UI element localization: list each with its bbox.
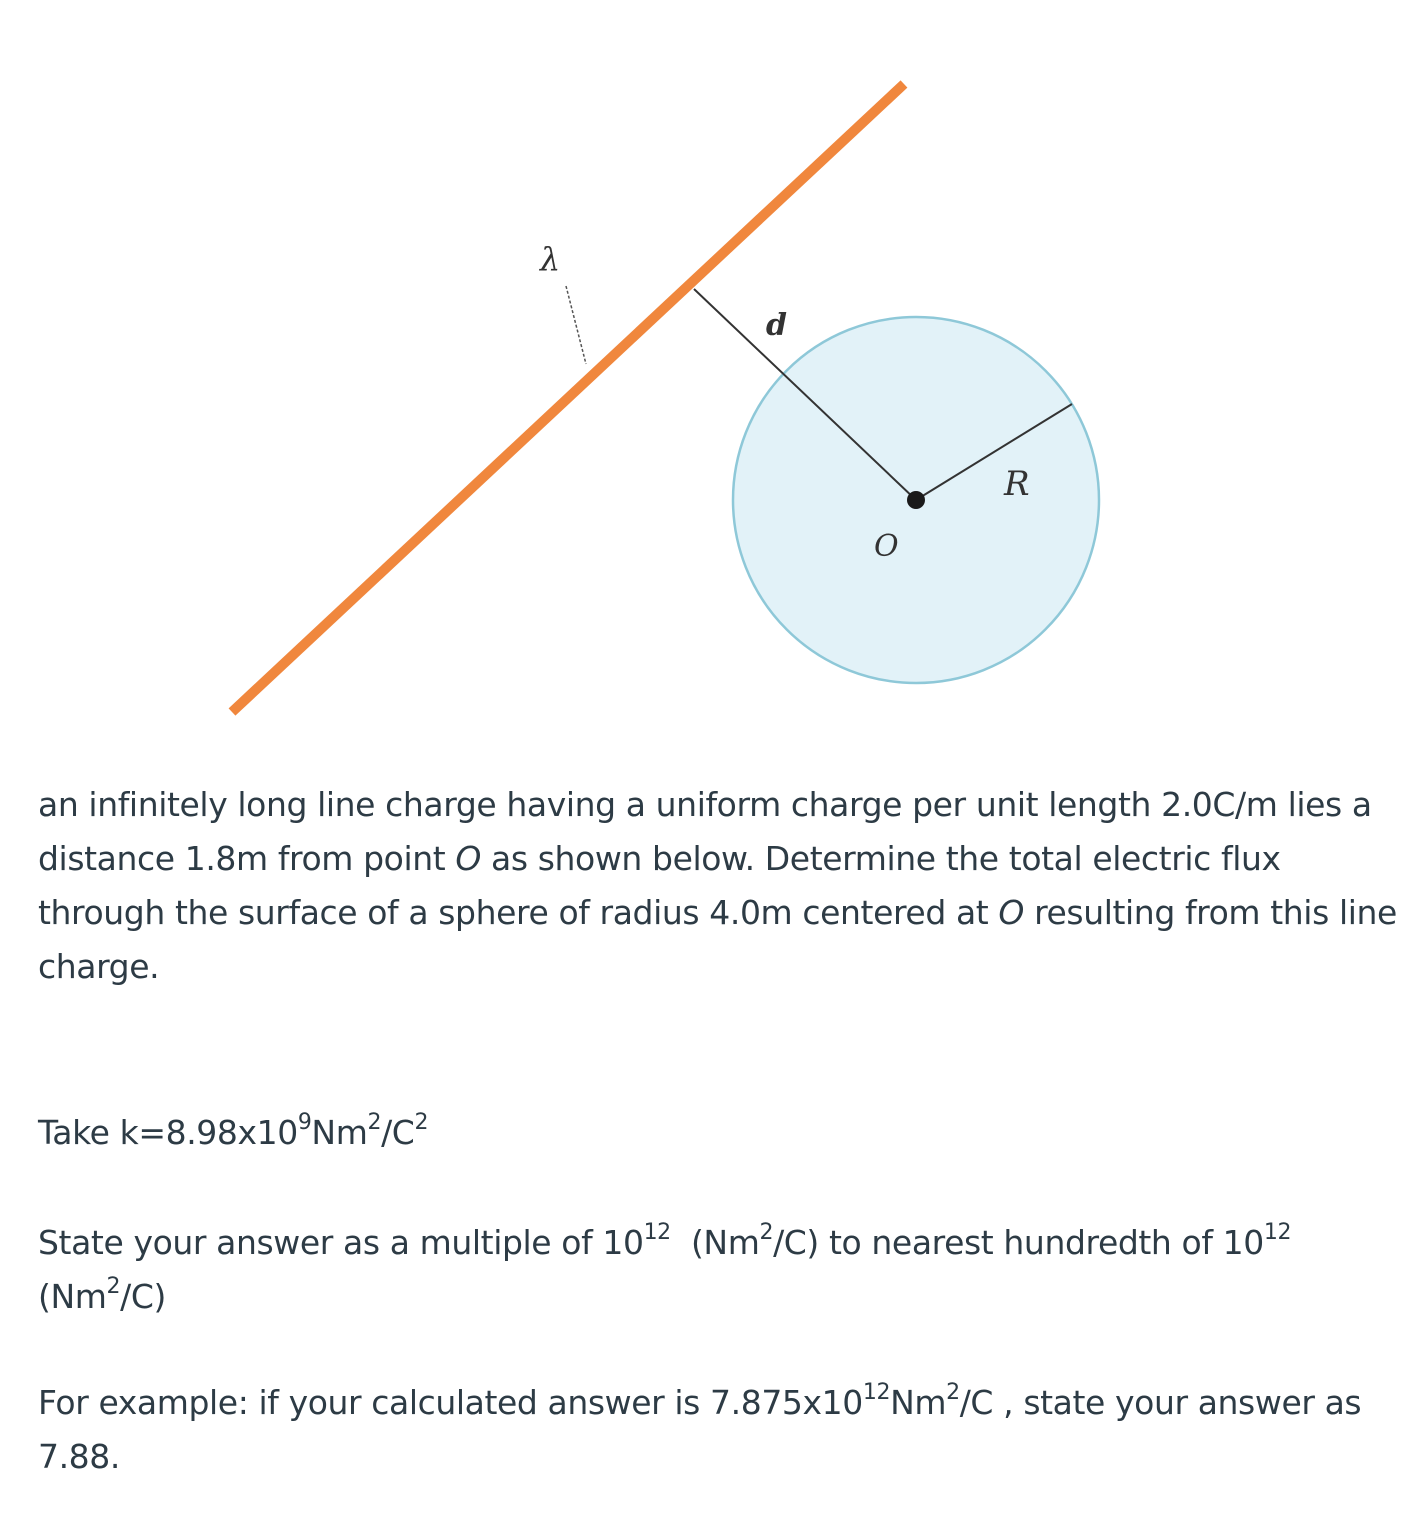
point-o-ref: O (998, 893, 1024, 932)
center-point-o (907, 491, 925, 509)
label-o: O (874, 529, 899, 564)
label-d: d (766, 308, 787, 343)
line-charge-sphere-diagram (0, 0, 1418, 760)
lambda-leader-line (566, 286, 586, 364)
point-o-ref: O (455, 839, 481, 878)
problem-statement: an infinitely long line charge having a uniform charge per unit length 2.0C/m lies a distance 1.8m from point O as shown below. Determine the total electric flux through the surface of a sphere of radius 4.0m centered at O resulting from this line charge. (38, 785, 1397, 986)
label-r: R (1004, 464, 1030, 504)
answer-example: For example: if your calculated answer is $7.875x10^{12}Nm^2/C$ , state your answer as 7.88. (38, 1380, 1362, 1476)
label-lambda: λ (540, 240, 561, 278)
answer-format-instruction: State your answer as a multiple of $10^{12}$ (Nm$^2$/C) to nearest hundredth of $10^{12}$ (Nm$^2$/C) (38, 1220, 1292, 1316)
problem-text (38, 778, 1400, 1484)
physics-figure (0, 0, 1418, 760)
constant-k: Take $k=8.98x10^9Nm^2/C^2$ (38, 1110, 429, 1152)
